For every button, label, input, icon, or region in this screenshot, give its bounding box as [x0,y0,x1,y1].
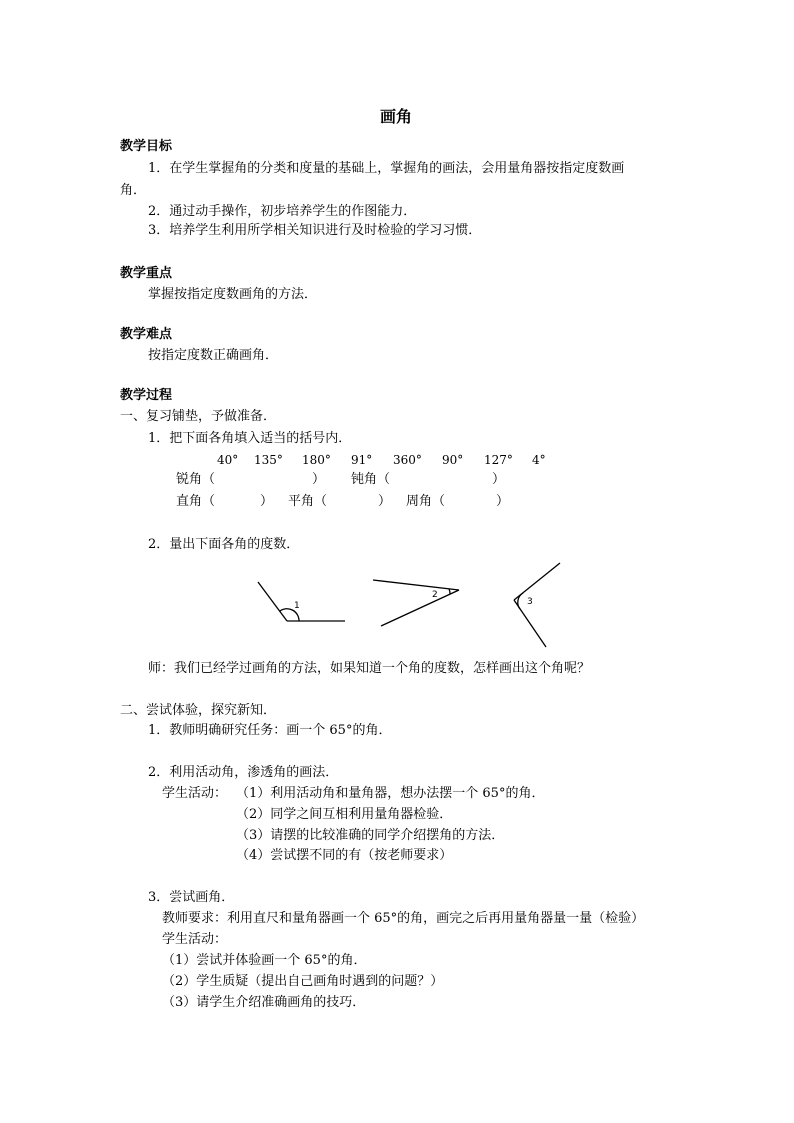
student-step-1: （1）尝试并体验画一个 65°的角． [162,953,367,968]
goal-item-1-line-1: 1．在学生掌握角的分类和度量的基础上，掌握角的画法，会用量角器按指定度数画 [148,161,625,176]
angle-value-4: 91° [351,453,373,467]
activity-1: （1）利用活动角和量角器，想办法摆一个 65°的角． [236,786,545,801]
round-label: 周角（ [406,494,446,509]
right-label: 直角（ [176,494,216,509]
angle-figure-3 [514,563,560,647]
angle-label-3: 3 [527,597,533,607]
difficulty-text: 按指定度数正确画角． [148,348,279,363]
straight-label: 平角（ [288,494,328,509]
angle-value-8: 4° [532,453,546,467]
angle-value-6: 90° [442,453,464,467]
teacher-requirement: 教师要求：利用直尺和量角器画一个 65°的角，画完之后再用量角器量一量（检验） [162,911,645,926]
step-2: 2．利用活动角，渗透角的画法． [148,765,339,780]
round-close: ） [496,494,510,509]
process-heading: 教学过程 [120,388,173,403]
goal-item-3: 3．培养学生利用所学相关知识进行及时检验的学习习惯． [148,223,482,238]
angle-value-1: 40° [217,453,239,467]
key-point-heading: 教学重点 [120,266,173,281]
angle-figure-2 [373,580,459,626]
angle-value-7: 127° [484,453,513,467]
difficulty-heading: 教学难点 [120,327,173,342]
activity-3: （3）请摆的比较准确的同学介绍摆角的方法． [236,828,505,843]
activity-4: （4）尝试摆不同的有（按老师要求） [236,848,453,863]
question-1: 1．把下面各角填入适当的括号内． [148,431,352,446]
right-close: ） [260,494,274,509]
angle-value-2: 135° [254,453,283,467]
angle-figure-1 [258,582,345,621]
page-title: 画角 [380,107,413,126]
part2-title: 二、尝试体验，探究新知． [120,703,277,718]
teacher-question: 师：我们已经学过画角的方法，如果知道一个角的度数，怎样画出这个角呢？ [148,661,591,676]
student-activity-label: 学生活动： [162,932,228,947]
angle-value-5: 360° [393,453,422,467]
question-2: 2．量出下面各角的度数． [148,537,300,552]
key-point-text: 掌握按指定度数画角的方法． [148,287,318,302]
angle-label-2: 2 [432,590,438,600]
obtuse-label: 钝角（ [351,472,391,487]
part1-title: 一、复习铺垫，予做准备． [120,409,277,424]
acute-close: ） [312,472,326,487]
step-3: 3．尝试画角． [148,890,235,905]
activity-2: （2）同学之间互相利用量角器检验． [236,807,453,822]
angle-value-3: 180° [302,453,331,467]
obtuse-close: ） [492,472,506,487]
student-step-3: （3）请学生介绍准确画角的技巧． [162,995,366,1010]
acute-label: 锐角（ [176,472,216,487]
goals-heading: 教学目标 [120,139,173,154]
goal-item-2: 2．通过动手操作，初步培养学生的作图能力． [148,204,417,219]
activity-label: 学生活动： [162,786,228,801]
goal-item-1-line-2: 角． [120,183,147,198]
straight-close: ） [378,494,392,509]
angle-label-1: 1 [294,601,300,611]
student-step-2: （2）学生质疑（提出自己画角时遇到的问题？） [162,974,444,989]
task-text: 1．教师明确研究任务：画一个 65°的角． [148,723,392,738]
